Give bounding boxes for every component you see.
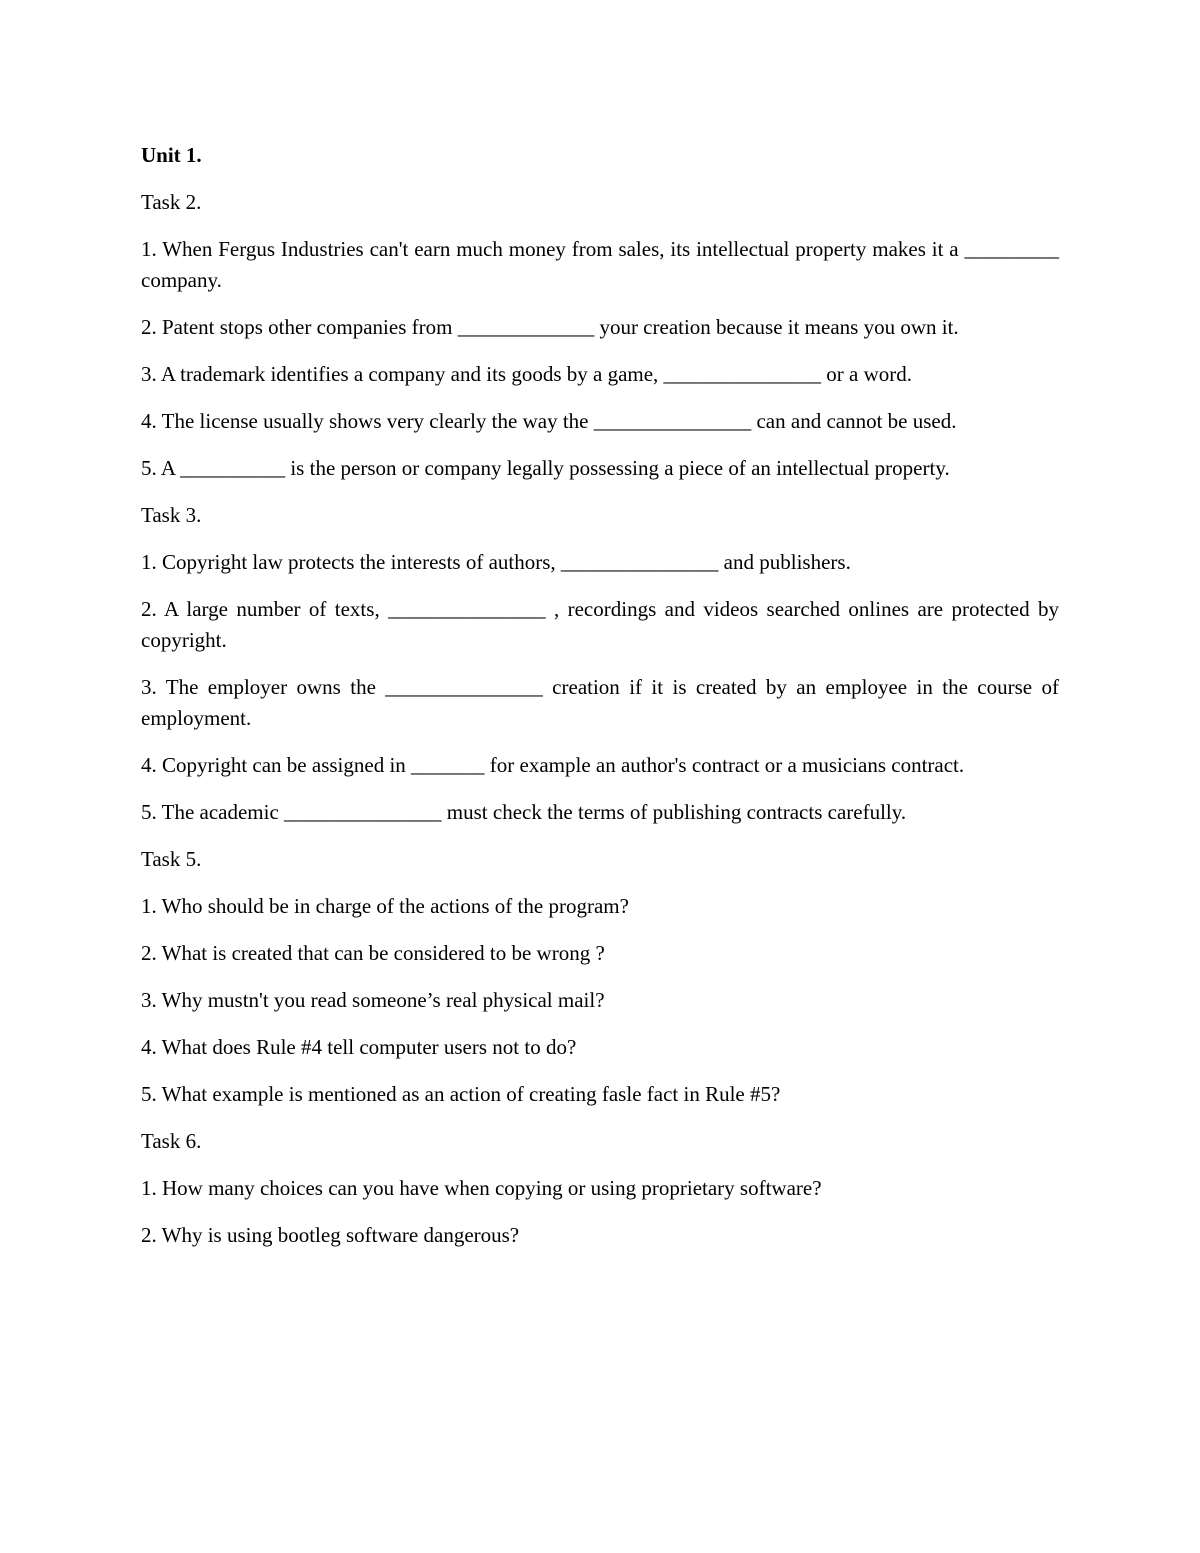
task-3-item-1: 1. Copyright law protects the interests of authors, _______________ and publishers. <box>141 550 851 574</box>
task-2-item-2: 2. Patent stops other companies from _____________ your creation because it means you own it. <box>141 315 959 339</box>
task-3-item-3: 3. The employer owns the _______________ creation if it is created by an employee in the course of employment. <box>141 675 1059 730</box>
task-5-item-1: 1. Who should be in charge of the actions of the program? <box>141 894 629 918</box>
task-5-label: Task 5. <box>141 847 202 871</box>
task-3-item-5: 5. The academic _______________ must check the terms of publishing contracts carefully. <box>141 800 907 824</box>
task-5-item-5: 5. What example is mentioned as an action of creating fasle fact in Rule #5? <box>141 1082 781 1106</box>
task-6-item-1: 1. How many choices can you have when copying or using proprietary software? <box>141 1176 822 1200</box>
task-6-label: Task 6. <box>141 1129 202 1153</box>
task-5-item-3: 3. Why mustn't you read someone’s real physical mail? <box>141 988 605 1012</box>
task-6-item-2: 2. Why is using bootleg software dangerous? <box>141 1223 520 1247</box>
task-5-item-2: 2. What is created that can be considered to be wrong ? <box>141 941 605 965</box>
task-3-label: Task 3. <box>141 503 202 527</box>
document-page <box>141 140 1059 1267</box>
task-2-label: Task 2. <box>141 190 202 214</box>
task-2-item-3: 3. A trademark identifies a company and its goods by a game, _______________ or a word. <box>141 362 913 386</box>
task-2-item-5: 5. A __________ is the person or company legally possessing a piece of an intellectual property. <box>141 456 950 480</box>
task-3-item-4: 4. Copyright can be assigned in _______ for example an author's contract or a musicians contract. <box>141 753 965 777</box>
task-2-item-1: 1. When Fergus Industries can't earn much money from sales, its intellectual property makes it a _________ company. <box>141 237 1059 292</box>
task-2-item-4: 4. The license usually shows very clearly the way the _______________ can and cannot be used. <box>141 409 957 433</box>
unit-heading: Unit 1. <box>141 143 202 167</box>
task-3-item-2: 2. A large number of texts, _______________ , recordings and videos searched onlines are protected by copyright. <box>141 597 1059 652</box>
task-5-item-4: 4. What does Rule #4 tell computer users not to do? <box>141 1035 577 1059</box>
